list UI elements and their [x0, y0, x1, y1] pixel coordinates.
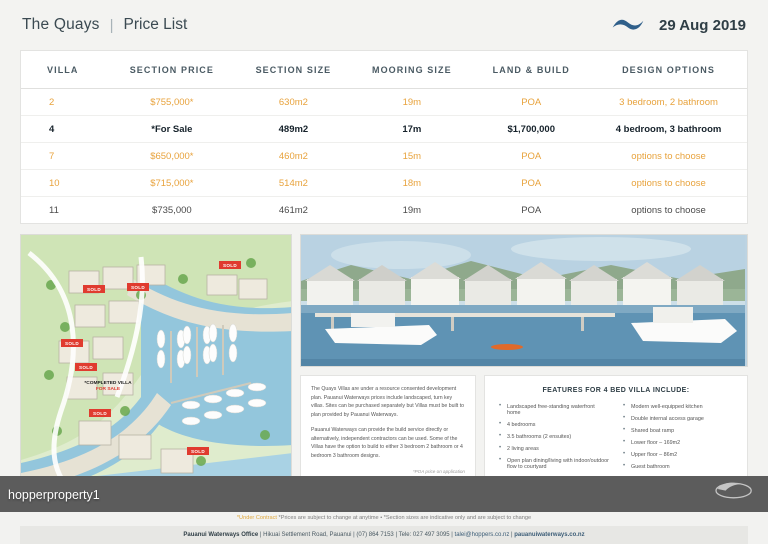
cell-mooring-size: 15m — [351, 143, 472, 170]
cell-section-price: *For Sale — [108, 116, 236, 143]
feature-item: • Guest bathroom — [623, 464, 733, 470]
footer-sep-2: | — [353, 532, 355, 538]
cell-design-options: 3 bedroom, 2 bathroom — [590, 89, 747, 116]
cell-design-options: 4 bedroom, 3 bathroom — [590, 116, 747, 143]
cell-villa: 11 — [49, 204, 59, 216]
feature-item: • Upper floor – 86m2 — [623, 452, 733, 458]
sold-badge: SOLD — [89, 409, 111, 417]
cell-villa: 10 — [21, 170, 108, 197]
cell-mooring-size: 19m — [402, 204, 422, 216]
column-header-section-size: SECTION SIZE — [236, 51, 352, 89]
table-row — [21, 89, 747, 116]
cell-villa: 2 — [21, 89, 108, 116]
feature-item: • 2 living areas — [499, 446, 609, 452]
table-head — [21, 51, 747, 89]
footer-sep-3: | — [395, 532, 398, 538]
cell-section-size: 630m2 — [236, 89, 352, 116]
footer-disclaimer — [20, 515, 748, 521]
description-note: *POA price on application — [412, 468, 465, 474]
footer-address: Hikuai Settlement Road, Pauanui — [263, 532, 352, 538]
feature-item: • Double internal access garage — [623, 416, 733, 422]
feature-item: • 3.5 bathrooms (2 ensuites) — [499, 434, 609, 440]
header-date: 29 Aug 2019 — [659, 16, 746, 34]
description-paragraph-2: Pauanui Waterways can provide the build service directly or alternatively, independent contractors can be used. Some of the Villas have the option to build to either 3 bedroom 2 bathroom or 4 bedroom 3 bathroom designs. — [311, 427, 463, 460]
cell-mooring-size: 18m — [351, 170, 472, 197]
cell-land-build: POA — [521, 204, 542, 216]
villa-render-image — [300, 234, 748, 367]
right-column — [300, 234, 748, 506]
cell-section-size: 460m2 — [236, 143, 352, 170]
sold-badge: SOLD — [75, 363, 97, 371]
table-row — [21, 170, 747, 197]
description-paragraph-1: The Quays Villas are under a resource consented development plan. Pauanui Waterways prices include landscaped, turn key villas. Sites can be purchased separately but Villas must be built to plan provided by Pauanui Waterways. — [311, 386, 465, 418]
cell-land-build: POA — [472, 143, 590, 170]
features-left-list — [499, 404, 609, 476]
column-header-section-price: SECTION PRICE — [108, 51, 236, 89]
price-table — [21, 51, 747, 223]
watermark-username: hopperproperty1 — [8, 488, 100, 502]
completed-villa-label — [63, 381, 153, 393]
feature-item: • Modern well-equipped kitchen — [623, 404, 733, 410]
sold-badge: SOLD — [219, 261, 241, 269]
cell-mooring-size: 17m — [351, 116, 472, 143]
cell-design-options: options to choose — [631, 204, 706, 216]
column-header-villa: VILLA — [21, 51, 108, 89]
footer-disclaimer-grey: *Prices are subject to change at anytime • *Section sizes are indicative only and are subject to change — [276, 515, 532, 521]
cell-land-build: POA — [472, 89, 590, 116]
feature-item: • Shared boat ramp — [623, 428, 733, 434]
header-right — [611, 16, 746, 34]
cell-section-size: 489m2 — [236, 116, 352, 143]
completed-villa-line2: FOR SALE — [95, 386, 121, 392]
cell-section-size: 514m2 — [236, 170, 352, 197]
cell-villa: 7 — [21, 143, 108, 170]
cell-mooring-size: 19m — [351, 89, 472, 116]
footer-website[interactable]: pauanuiwaterways.co.nz — [514, 532, 585, 538]
watermark-band — [0, 476, 768, 512]
column-header-land-build: LAND & BUILD — [472, 51, 590, 89]
table-row — [21, 116, 747, 143]
price-table-card — [20, 50, 748, 224]
footer-disclaimer-orange: *Under Contract — [236, 515, 277, 521]
features-right-list — [623, 404, 733, 476]
completed-villa-line1: *COMPLETED VILLA — [84, 381, 132, 386]
column-header-design-options: DESIGN OPTIONS — [590, 51, 747, 89]
feature-item: • Lower floor – 169m2 — [623, 440, 733, 446]
table-header-row — [21, 51, 747, 89]
sold-badge: SOLD — [127, 283, 149, 291]
header-left — [22, 16, 187, 34]
features-columns — [499, 404, 733, 476]
footer-sep-5: | — [511, 532, 513, 538]
feature-item: • 4 bedrooms — [499, 422, 609, 428]
sold-badge: SOLD — [61, 339, 83, 347]
table-body — [21, 89, 747, 224]
cell-villa: 4 — [21, 116, 108, 143]
cell-design-options: options to choose — [590, 143, 747, 170]
table-row — [21, 197, 747, 224]
footer-sep-1: | — [259, 532, 262, 538]
bird-logo-icon — [708, 476, 756, 502]
column-header-mooring-size: MOORING SIZE — [351, 51, 472, 89]
cell-section-price: $650,000* — [108, 143, 236, 170]
table-row — [21, 143, 747, 170]
site-map-image — [20, 234, 292, 506]
cell-section-price: $715,000* — [108, 170, 236, 197]
page-title: The Quays — [22, 16, 100, 33]
footer-sep-4: | — [451, 532, 453, 538]
cell-land-build: $1,700,000 — [472, 116, 590, 143]
features-title: FEATURES FOR 4 BED VILLA INCLUDE: — [542, 387, 690, 394]
middle-section — [0, 224, 768, 506]
cell-section-size: 461m2 — [278, 204, 308, 216]
sold-badge: SOLD — [187, 447, 209, 455]
cell-section-price: $735,000 — [152, 204, 192, 216]
cell-land-build: POA — [472, 170, 590, 197]
feature-item: • Open plan dining/living with indoor/outdoor flow to courtyard — [499, 458, 609, 470]
cell-design-options: options to choose — [590, 170, 747, 197]
header-separator: | — [109, 16, 114, 34]
page-header — [0, 0, 768, 50]
sold-badge: SOLD — [83, 285, 105, 293]
footer-office: Pauanui Waterways Office — [183, 532, 259, 538]
page-subtitle: Price List — [123, 16, 188, 33]
wave-logo-icon — [611, 16, 645, 34]
footer-mobile: Tele: 027 497 3095 — [398, 532, 450, 538]
footer-phone: (07) 864 7153 — [356, 532, 394, 538]
cell-section-price: $755,000* — [108, 89, 236, 116]
footer-contact-bar — [20, 526, 748, 544]
footer-email[interactable]: talei@hoppers.co.nz — [454, 532, 510, 538]
feature-item: • Landscaped free-standing waterfront home — [499, 404, 609, 416]
